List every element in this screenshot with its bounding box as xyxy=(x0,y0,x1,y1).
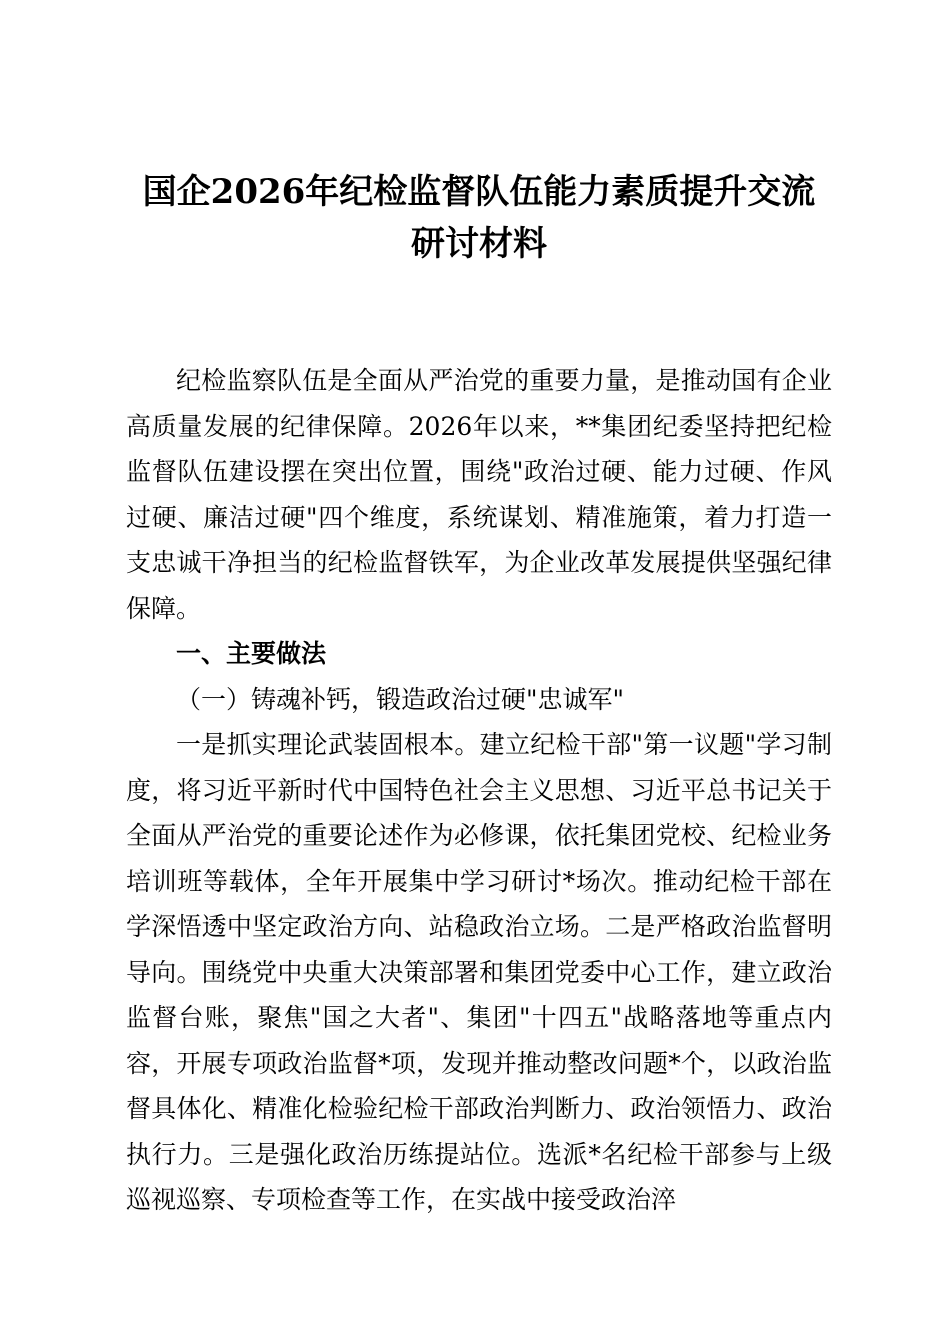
document-title-line-1: 国企2026年纪检监督队伍能力素质提升交流 xyxy=(142,172,816,212)
document-title-line-2: 研讨材料 xyxy=(411,224,547,264)
intro-paragraph: 纪检监察队伍是全面从严治党的重要力量，是推动国有企业高质量发展的纪律保障。2026年以来，**集团纪委坚持把纪检监督队伍建设摆在突出位置，围绕"政治过硬、能力过硬、作风过硬、廉洁过硬"四个维度，系统谋划、精准施策，着力打造一支忠诚干净担当的纪检监督铁军，为企业改革发展提供坚强纪律保障。 xyxy=(126,366,832,623)
document-body xyxy=(126,358,832,1223)
subsection-body-paragraph: 一是抓实理论武装固根本。建立纪检干部"第一议题"学习制度，将习近平新时代中国特色社会主义思想、习近平总书记关于全面从严治党的重要论述作为必修课，依托集团党校、纪检业务培训班等载体，全年开展集中学习研讨*场次。推动纪检干部在学深悟透中坚定政治方向、站稳政治立场。二是严格政治监督明导向。围绕党中央重大决策部署和集团党委中心工作，建立政治监督台账，聚焦"国之大者"、集团"十四五"战略落地等重点内容，开展专项政治监督*项，发现并推动整改问题*个，以政治监督具体化、精准化检验纪检干部政治判断力、政治领悟力、政治执行力。三是强化政治历练提站位。选派*名纪检干部参与上级巡视巡察、专项检查等工作，在实战中接受政治淬 xyxy=(126,730,832,1214)
subsection-heading-political: （一）铸魂补钙，锻造政治过硬"忠诚军" xyxy=(176,684,624,714)
document-title xyxy=(126,166,832,270)
section-heading-main-practices: 一、主要做法 xyxy=(176,639,327,668)
